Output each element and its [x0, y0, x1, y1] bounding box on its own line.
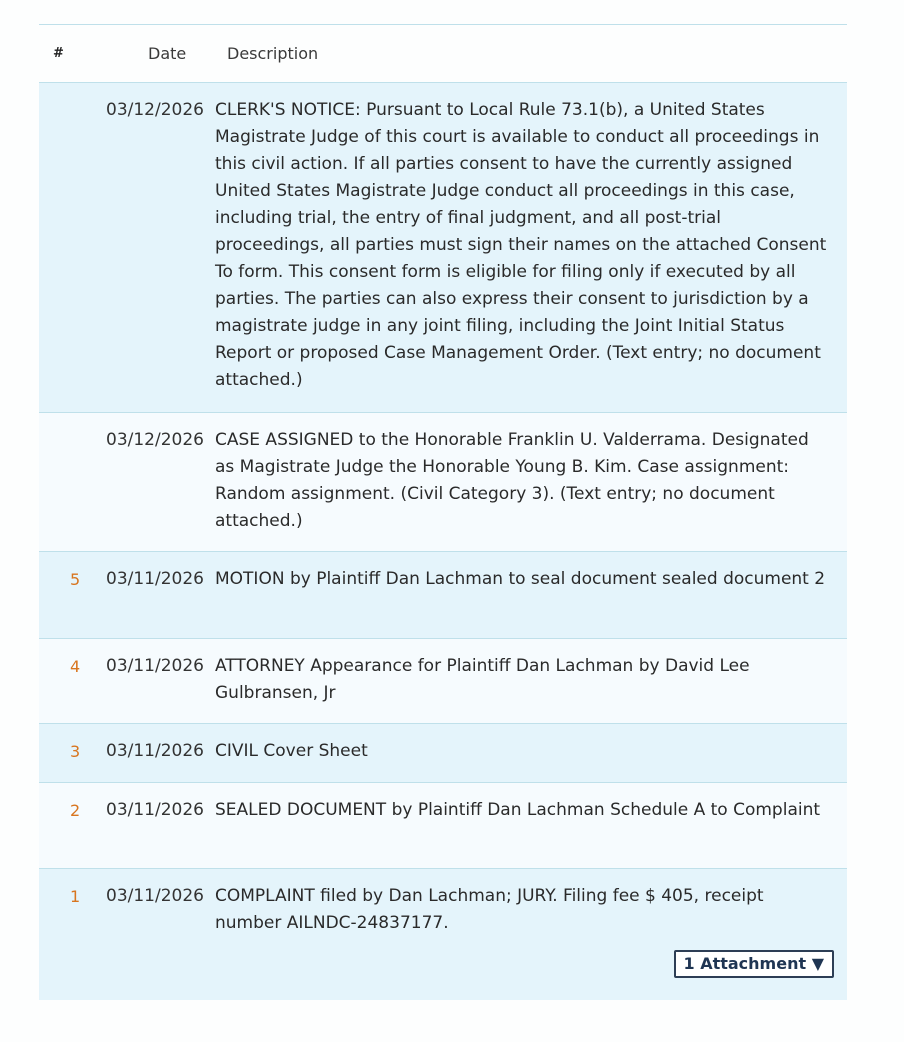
entry-number[interactable]	[39, 413, 94, 427]
table-row	[39, 83, 847, 413]
entry-date: 03/11/2026	[106, 569, 204, 589]
entry-description: CASE ASSIGNED to the Honorable Franklin U. Valderrama. Designated as Magistrate Judge the Honorable Young B. Kim. Case assignment: Random assignment. (Civil Category 3). (Text entry; no document attached.)	[215, 430, 809, 531]
entry-number[interactable]: 1	[70, 887, 81, 906]
docket-table	[39, 0, 847, 1000]
entry-date: 03/12/2026	[106, 430, 204, 450]
entry-description: ATTORNEY Appearance for Plaintiff Dan Lachman by David Lee Gulbransen, Jr	[215, 656, 750, 703]
table-row	[39, 724, 847, 783]
entry-number[interactable]	[39, 83, 94, 97]
entry-date: 03/11/2026	[106, 741, 204, 761]
attachment-wrap	[215, 950, 833, 978]
attachment-dropdown-button[interactable]: 1 Attachment ▼	[674, 950, 835, 978]
entry-description-container	[215, 869, 847, 991]
entry-number-column-label: #	[53, 45, 64, 61]
table-row	[39, 552, 847, 639]
entry-description: CIVIL Cover Sheet	[215, 741, 368, 761]
entry-number[interactable]: 5	[70, 570, 81, 589]
table-row	[39, 783, 847, 869]
table-row	[39, 869, 847, 1000]
entry-description: COMPLAINT filed by Dan Lachman; JURY. Filing fee $ 405, receipt number AILNDC-24837177.	[215, 886, 764, 933]
table-header	[39, 25, 847, 83]
entry-number[interactable]: 4	[70, 657, 81, 676]
table-row	[39, 639, 847, 724]
entry-description: SEALED DOCUMENT by Plaintiff Dan Lachman Schedule A to Complaint	[215, 800, 821, 820]
cut-off-heading	[121, 0, 351, 2]
cut-off-heading-strip	[39, 0, 847, 25]
entry-date: 03/11/2026	[106, 656, 204, 676]
entry-date: 03/11/2026	[106, 800, 204, 820]
entry-number[interactable]: 3	[70, 742, 81, 761]
entry-number[interactable]: 2	[70, 801, 81, 820]
header-description[interactable]: Description	[227, 44, 319, 63]
entry-date: 03/12/2026	[106, 100, 204, 120]
header-date[interactable]: Date	[148, 44, 187, 63]
table-row	[39, 413, 847, 552]
entry-date: 03/11/2026	[106, 886, 204, 906]
entry-description: MOTION by Plaintiff Dan Lachman to seal document sealed document 2	[215, 569, 826, 589]
entry-description: CLERK'S NOTICE: Pursuant to Local Rule 73.1(b), a United States Magistrate Judge of this court is available to conduct all proceedings in this civil action. If all parties consent to have the currently assigned United States Magistrate Judge conduct all proceedings in this case, including trial, the entry of final judgment, and all post-trial proceedings, all parties must sign their names on the attached Consent To form. This consent form is eligible for filing only if executed by all parties. The parties can also express their consent to jurisdiction by a magistrate judge in any joint filing, including the Joint Initial Status Report or proposed Case Management Order. (Text entry; no document attached.)	[215, 100, 827, 390]
